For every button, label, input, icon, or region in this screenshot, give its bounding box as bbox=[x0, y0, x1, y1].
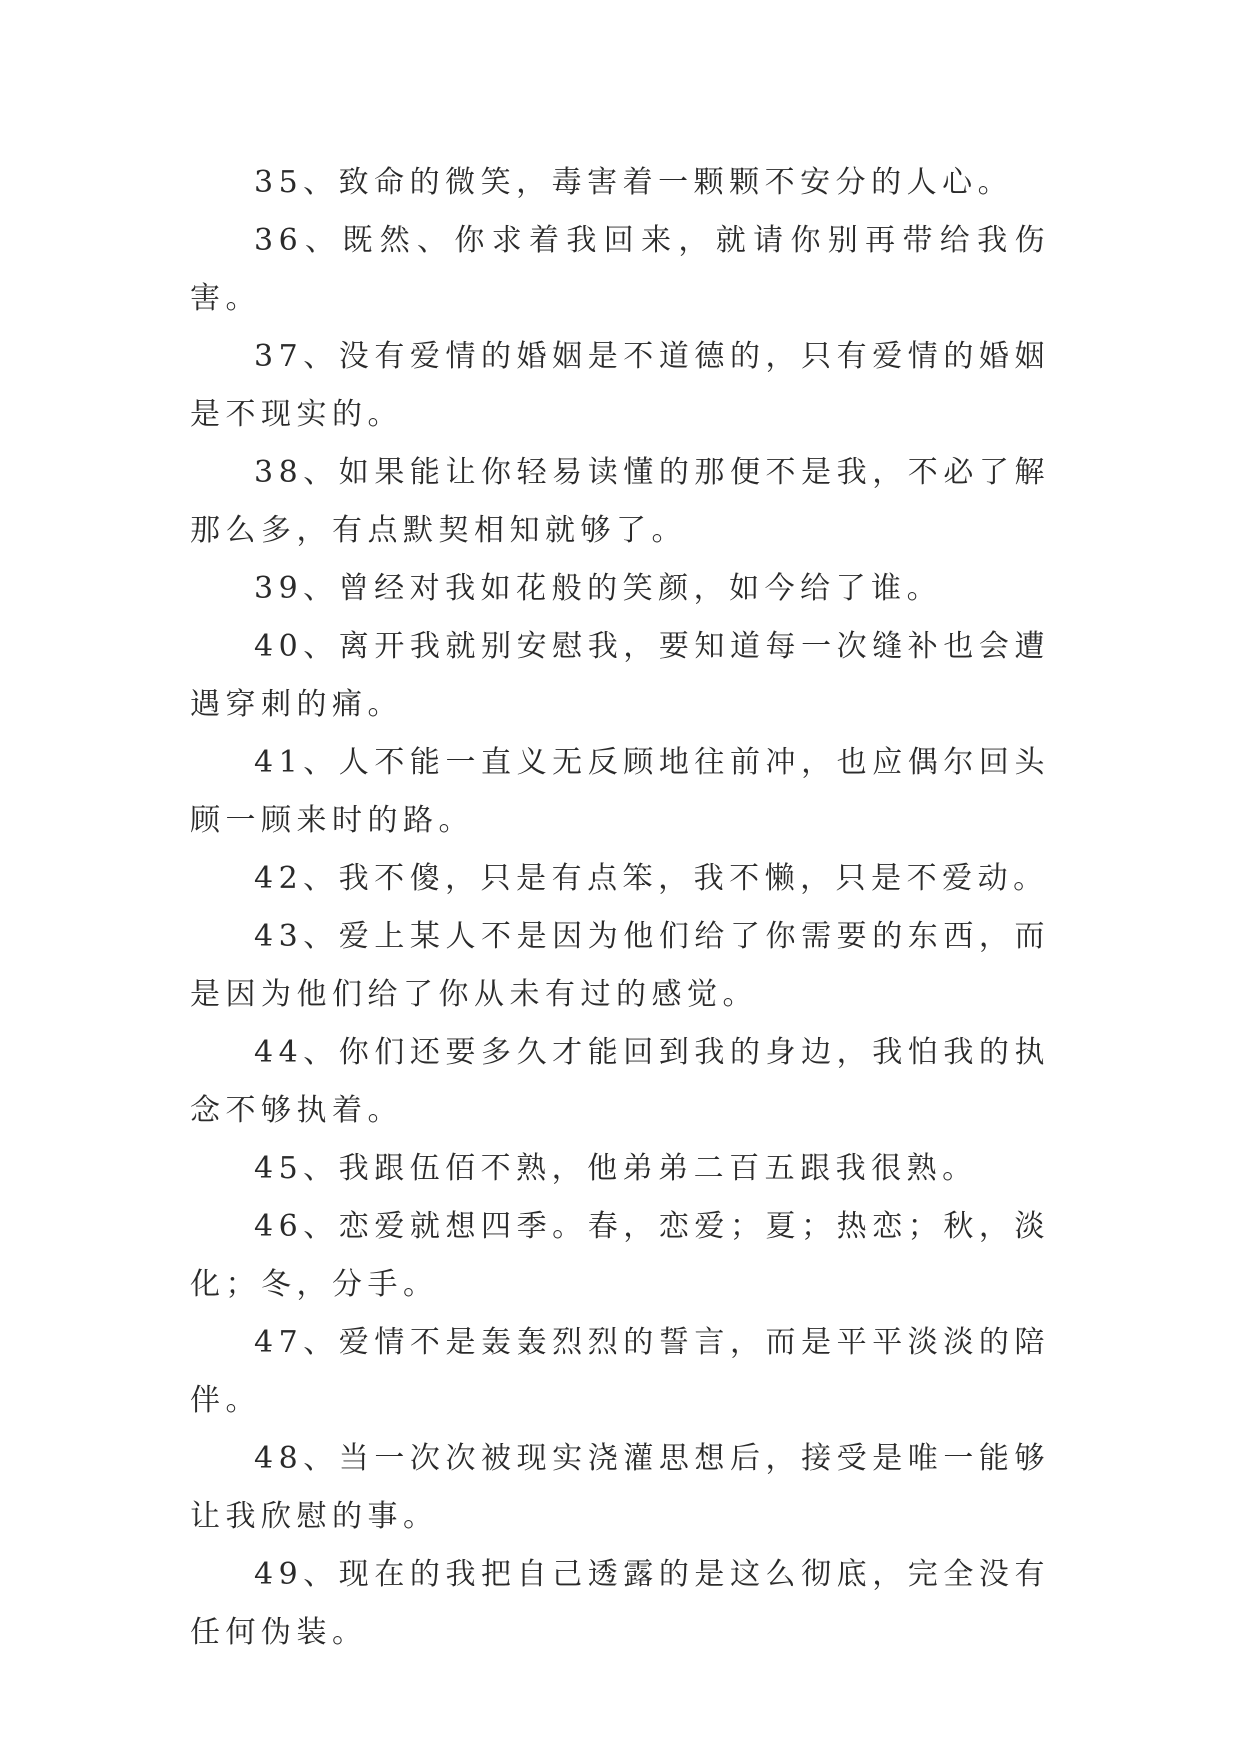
paragraph-47: 47、爱情不是轰轰烈烈的誓言，而是平平淡淡的陪伴。 bbox=[190, 1325, 1050, 1418]
paragraph-36: 36、既然、你求着我回来，就请你别再带给我伤害。 bbox=[190, 223, 1050, 316]
paragraph-45: 45、我跟伍佰不熟，他弟弟二百五跟我很熟。 bbox=[254, 1151, 978, 1186]
paragraph-46: 46、恋爱就想四季。春，恋爱；夏；热恋；秋，淡化；冬，分手。 bbox=[190, 1209, 1050, 1302]
document-body bbox=[190, 154, 1050, 1662]
paragraph-38: 38、如果能让你轻易读懂的那便不是我，不必了解那么多，有点默契相知就够了。 bbox=[190, 455, 1050, 548]
paragraph-37: 37、没有爱情的婚姻是不道德的，只有爱情的婚姻是不现实的。 bbox=[190, 339, 1050, 432]
paragraph-44: 44、你们还要多久才能回到我的身边，我怕我的执念不够执着。 bbox=[190, 1035, 1050, 1128]
paragraph-35: 35、致命的微笑，毒害着一颗颗不安分的人心。 bbox=[254, 165, 1014, 200]
paragraph-43: 43、爱上某人不是因为他们给了你需要的东西，而是因为他们给了你从未有过的感觉。 bbox=[190, 919, 1050, 1012]
paragraph-41: 41、人不能一直义无反顾地往前冲，也应偶尔回头顾一顾来时的路。 bbox=[190, 745, 1050, 838]
paragraph-39: 39、曾经对我如花般的笑颜，如今给了谁。 bbox=[254, 571, 943, 606]
paragraph-48: 48、当一次次被现实浇灌思想后，接受是唯一能够让我欣慰的事。 bbox=[190, 1441, 1050, 1534]
paragraph-49: 49、现在的我把自己透露的是这么彻底，完全没有任何伪装。 bbox=[190, 1557, 1050, 1650]
paragraph-42: 42、我不傻，只是有点笨，我不懒，只是不爱动。 bbox=[254, 861, 1049, 896]
paragraph-40: 40、离开我就别安慰我，要知道每一次缝补也会遭遇穿刺的痛。 bbox=[190, 629, 1050, 722]
